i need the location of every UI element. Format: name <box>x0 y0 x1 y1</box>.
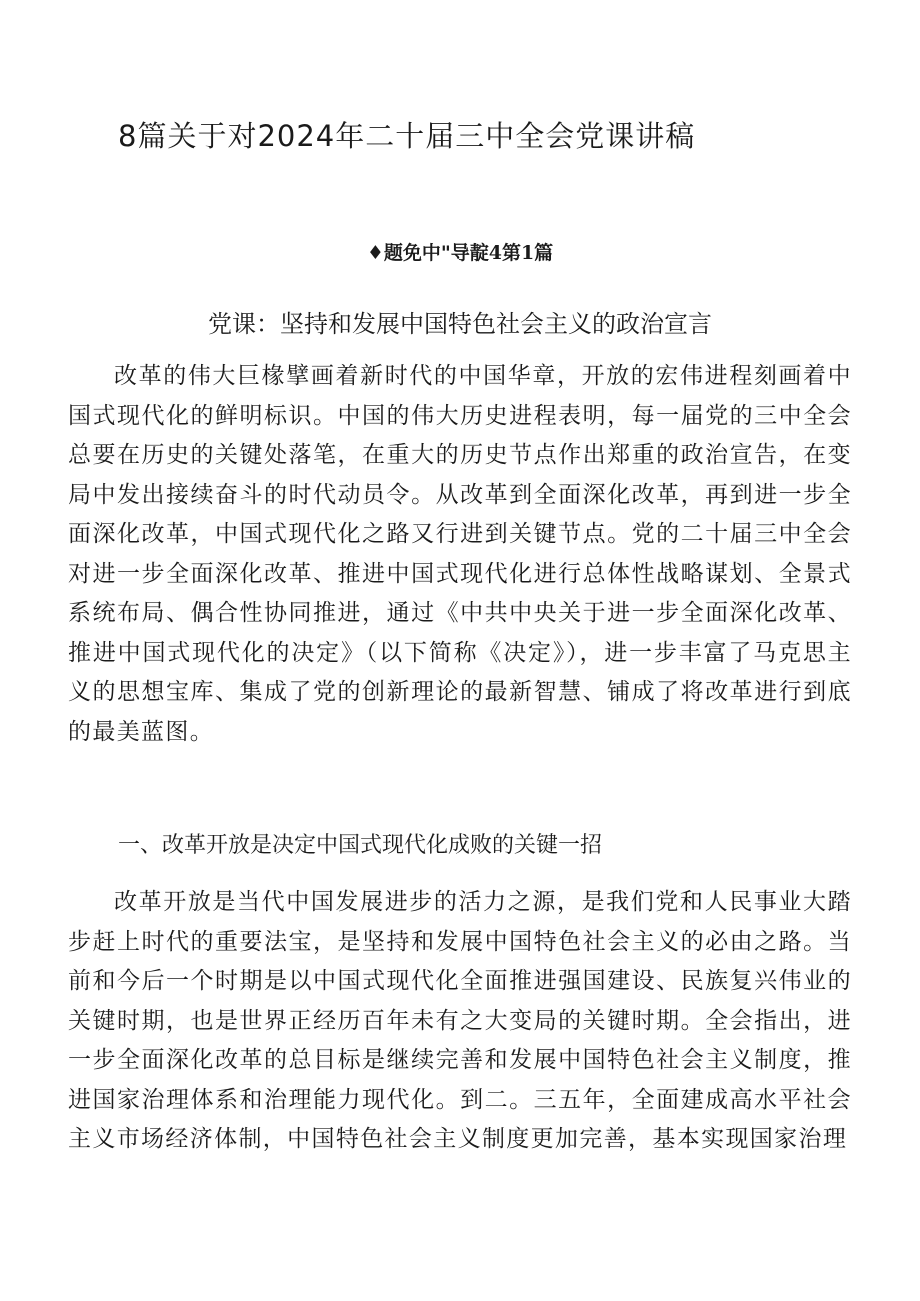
paragraph-intro: 改革的伟大巨椽擘画着新时代的中国华章，开放的宏伟进程刻画着中国式现代化的鲜明标识。中国的伟大历史进程表明，每一届党的三中全会总要在历史的关键处落笔，在重大的历史节点作出郑重的政治宣告，在变局中发出接续奋斗的时代动员令。从改革到全面深化改革，再到进一步全面深化改革，中国式现代化之路又行进到关键节点。党的二十届三中全会对进一步全面深化改革、推进中国式现代化进行总体性战略谋划、全景式系统布局、偶合性协同推进，通过《中共中央关于进一步全面深化改革、推进中国式现代化的决定》（以下简称《决定》），进一步丰富了马克思主义的思想宝库、集成了党的创新理论的最新智慧、铺成了将改革进行到底的最美蓝图。 <box>68 363 852 745</box>
document-title: 8篇关于对2024年二十届三中全会党课讲稿 <box>118 119 696 153</box>
paragraph-section-1: 改革开放是当代中国发展进步的活力之源，是我们党和人民事业大踏步赶上时代的重要法宝，是坚持和发展中国特色社会主义的必由之路。当前和今后一个时期是以中国式现代化全面推进强国建设、民族复兴伟业的关键时期，也是世界正经历百年未有之大变局的关键时期。全会指出，进一步全面深化改革的总目标是继续完善和发展中国特色社会主义制度，推进国家治理体系和治理能力现代化。到二。三五年，全面建成高水平社会主义市场经济体制，中国特色社会主义制度更加完善，基本实现国家治理 <box>68 889 852 1152</box>
section-heading-1: 一、改革开放是决定中国式现代化成败的关键一招 <box>118 833 603 858</box>
article-subtitle: ♦题免中"导靛4第1篇 <box>366 242 554 264</box>
lecture-title: 党课：坚持和发展中国特色社会主义的政治宣言 <box>208 310 712 338</box>
